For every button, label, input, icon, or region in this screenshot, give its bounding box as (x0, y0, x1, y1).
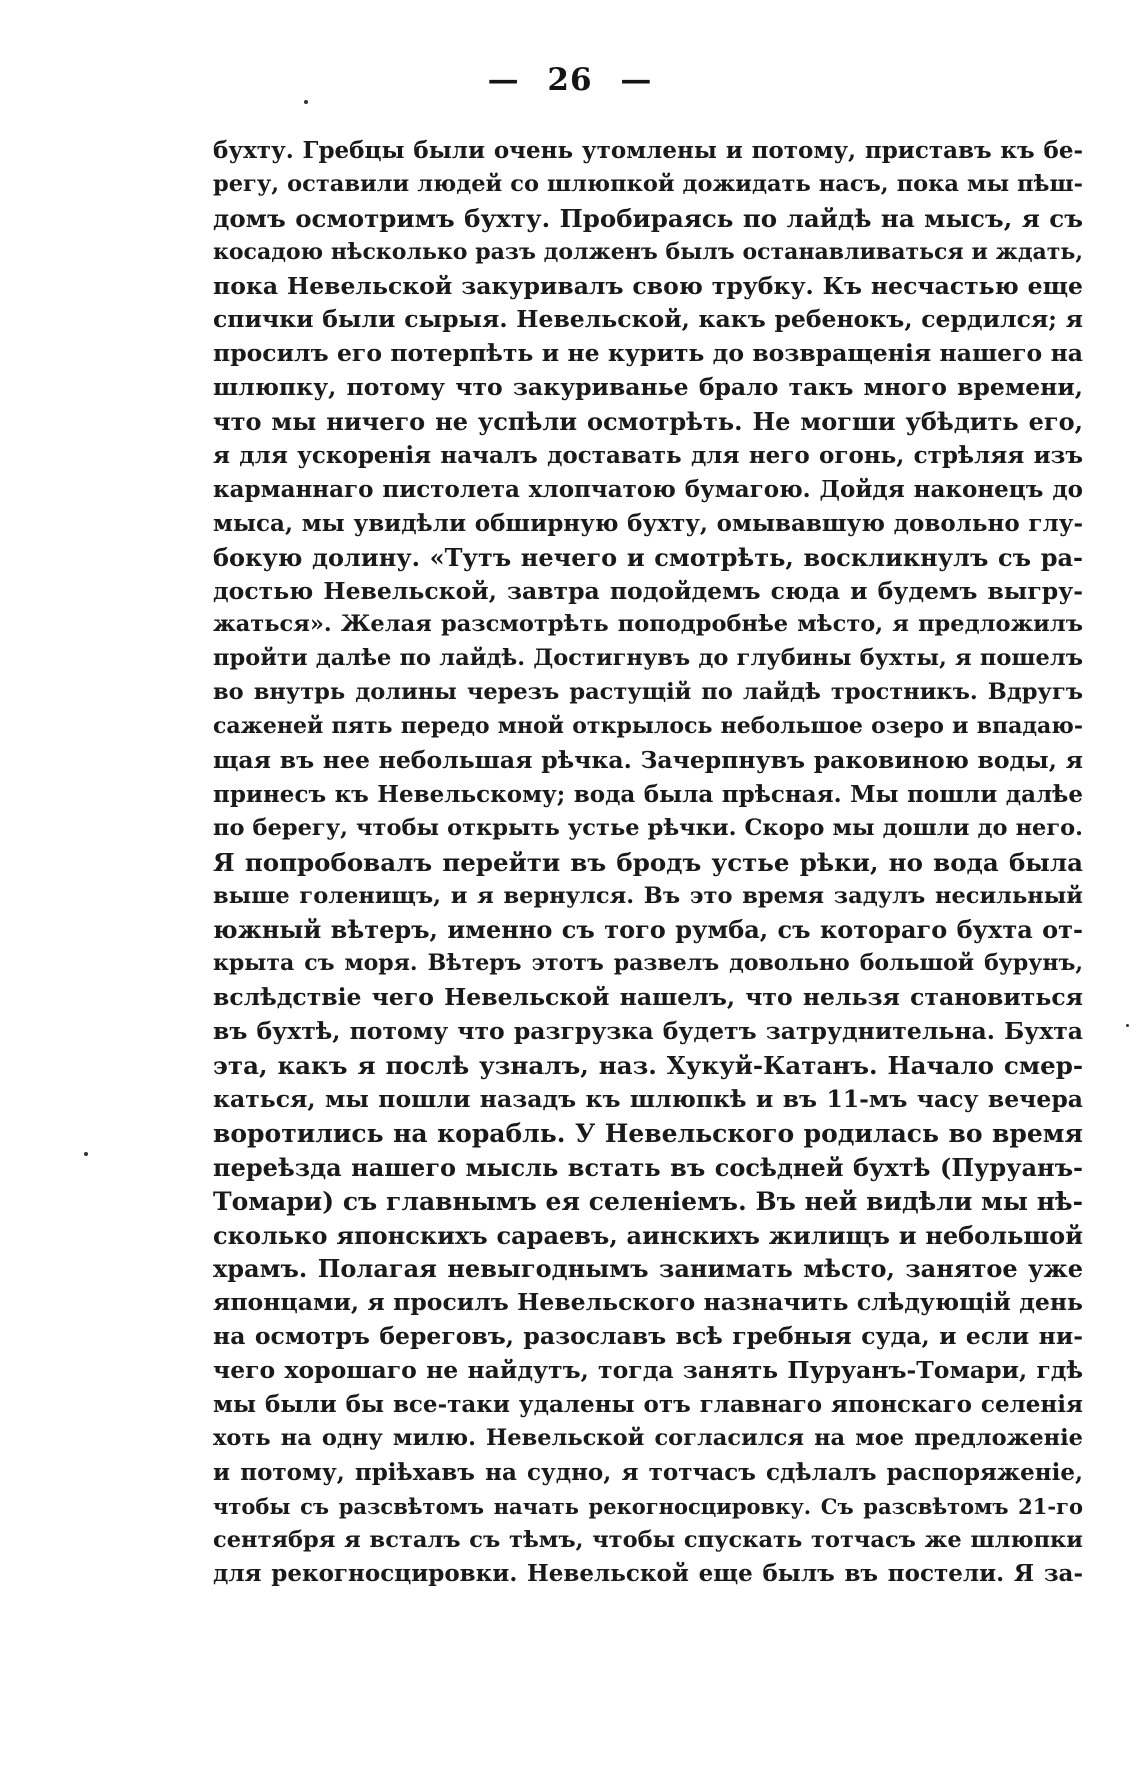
text-line: выше голенищъ, и я вернулся. Въ это время задулъ несильный (213, 882, 1083, 909)
scan-speck (84, 1152, 88, 1156)
header-dash-left: — (487, 62, 520, 98)
text-line: и потому, пріѣхавъ на судно, я тотчасъ сдѣлалъ распоряженіе, (213, 1458, 1083, 1486)
text-line: каться, мы пошли назадъ къ шлюпкѣ и въ 11-мъ часу вечера (213, 1084, 1083, 1113)
text-line: что мы ничего не успѣли осмотрѣть. Не могши убѣдить его, (213, 407, 1083, 437)
text-line: бухту. Гребцы были очень утомлены и потому, приставъ къ бе- (213, 137, 1083, 164)
text-line: для рекогносцировки. Невельской еще былъ въ постели. Я за- (213, 1560, 1083, 1588)
text-line: я для ускоренія началъ доставать для него огонь, стрѣляя изъ (213, 442, 1083, 470)
text-line: японцами, я просилъ Невельского назначить слѣдующій день (213, 1288, 1083, 1317)
text-line: на осмотръ береговъ, разославъ всѣ гребныя суда, и если ни- (213, 1322, 1083, 1351)
scan-speck (304, 100, 308, 104)
text-line: жаться». Желая разсмотрѣть поподробнѣе мѣсто, я предложилъ (213, 611, 1083, 638)
text-line: регу, оставили людей со шлюпкой дожидать насъ, пока мы пѣш- (213, 170, 1083, 197)
text-line: шлюпку, потому что закуриванье брало такъ много времени, (213, 373, 1083, 402)
text-line: пока Невельской закуривалъ свою трубку. Къ несчастью еще (213, 271, 1083, 300)
text-line: храмъ. Полагая невыгоднымъ занимать мѣсто, занятое уже (213, 1254, 1083, 1284)
page-number: 26 (547, 62, 593, 98)
text-line: сколько японскихъ сараевъ, аинскихъ жилищъ и небольшой (213, 1220, 1083, 1250)
text-line: карманнаго пистолета хлопчатою бумагою. Дойдя наконецъ до (213, 475, 1083, 503)
text-line: домъ осмотримъ бухту. Пробираясь по лайдѣ на мысъ, я съ (213, 203, 1083, 233)
text-line: саженей пять передо мной открылось небольшое озеро и впадаю- (213, 713, 1083, 740)
text-line: пройти далѣе по лайдѣ. Достигнувъ до глубины бухты, я пошелъ (213, 645, 1083, 672)
body-text (213, 134, 1083, 1591)
text-line: чтобы съ разсвѣтомъ начать рекогносцировку. Съ разсвѣтомъ 21-го (213, 1493, 1083, 1519)
text-line: мыса, мы увидѣли обширную бухту, омывавшую довольно глу- (213, 509, 1083, 537)
text-line: воротились на корабль. У Невельского родилась во время (213, 1118, 1083, 1148)
text-line: достью Невельской, завтра подойдемъ сюда и будемъ выгру- (213, 576, 1083, 605)
text-line: чего хорошаго не найдутъ, тогда занять Пуруанъ-Томари, гдѣ (213, 1356, 1083, 1385)
text-line: крыта съ моря. Вѣтеръ этотъ развелъ довольно большой бурунъ, (213, 950, 1083, 977)
text-line: по берегу, чтобы открыть устье рѣчки. Скоро мы дошли до него. (213, 814, 1083, 841)
scan-speck (1126, 1024, 1129, 1027)
text-line: южный вѣтеръ, именно съ того румба, съ котораго бухта от- (213, 915, 1083, 945)
text-line: переѣзда нашего мысль встать въ сосѣдней бухтѣ (Пуруанъ- (213, 1152, 1083, 1182)
page-header (0, 62, 1140, 98)
text-line: просилъ его потерпѣть и не курить до возвращенія нашего на (213, 339, 1083, 368)
text-line: мы были бы все-таки удалены отъ главнаго японскаго селенія (213, 1390, 1083, 1418)
text-line: щая въ нее небольшая рѣчка. Зачерпнувъ раковиною воды, я (213, 746, 1083, 775)
header-dash-right: — (620, 62, 653, 98)
text-line: во внутрь долины черезъ растущій по лайдѣ тростникъ. Вдругъ (213, 679, 1083, 706)
text-line: въ бухтѣ, потому что разгрузка будетъ затруднительна. Бухта (213, 1017, 1083, 1046)
text-line: Томари) съ главнымъ ея селеніемъ. Въ ней видѣли мы нѣ- (213, 1186, 1083, 1216)
text-line: эта, какъ я послѣ узналъ, наз. Хукуй-Катанъ. Начало смер- (213, 1051, 1083, 1081)
text-line: сентября я всталъ съ тѣмъ, чтобы спускать тотчасъ же шлюпки (213, 1526, 1083, 1553)
text-line: принесъ къ Невельскому; вода была прѣсная. Мы пошли далѣе (213, 780, 1083, 808)
text-line: спички были сырыя. Невельской, какъ ребенокъ, сердился; я (213, 305, 1083, 334)
text-line: бокую долину. «Тутъ нечего и смотрѣть, воскликнулъ съ ра- (213, 542, 1083, 572)
text-line: Я попробовалъ перейти въ бродъ устье рѣки, но вода была (213, 847, 1083, 877)
text-line: хоть на одну милю. Невельской согласился на мое предложеніе (213, 1424, 1083, 1451)
text-line: вслѣдствіе чего Невельской нашелъ, что нельзя становиться (213, 983, 1083, 1012)
text-line: косадою нѣсколько разъ долженъ былъ останавливаться и ждать, (213, 238, 1083, 265)
